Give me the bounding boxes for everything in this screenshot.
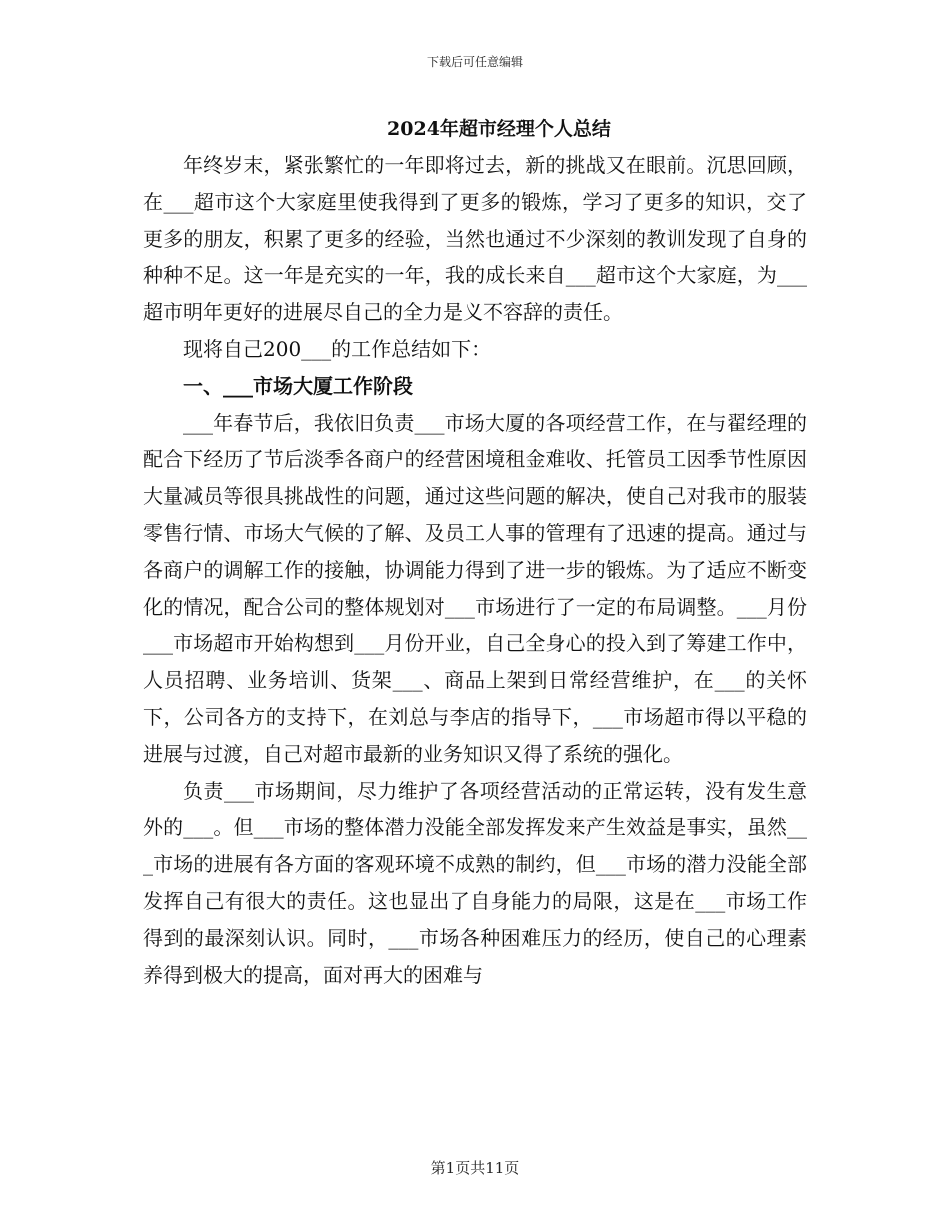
paragraph-market-period: 负责___市场期间，尽力维护了各项经营活动的正常运转，没有发生意外的___。但___市场的整体潜力没能全部发挥发来产生效益是事实，虽然___市场的进展有各方面的客观环境不成熟的制约，但___市场的潜力没能全部发挥自己有很大的责任。这也显出了自身能力的局限，这是在___市场工作得到的最深刻认识。同时，___市场各种困难压力的经历，使自己的心理素养得到极大的提高，面对再大的困难与: [143, 778, 807, 987]
document-title: 2024年超市经理个人总结: [387, 118, 611, 140]
document-body: [143, 111, 807, 993]
paragraph-summary-lead: 现将自己200___的工作总结如下：: [183, 336, 492, 361]
section-heading: 一、___市场大厦工作阶段: [183, 373, 413, 398]
paragraph-work-stage: ___年春节后，我依旧负责___市场大厦的各项经营工作，在与翟经理的配合下经历了节后淡季各商户的经营困境租金难收、托管员工因季节性原因大量减员等很具挑战性的问题，通过这些问题的解决，使自己对我市的服装零售行情、市场大气候的了解、及员工人事的管理有了迅速的提高。通过与各商户的调解工作的接触，协调能力得到了进一步的锻炼。为了适应不断变化的情况，配合公司的整体规划对___市场进行了一定的布局调整。___月份___市场超市开始构想到___月份开业，自己全身心的投入到了筹建工作中，人员招聘、业务培训、货架___、商品上架到日常经营维护，在___的关怀下，公司各方的支持下，在刘总与李店的指导下，___市场超市得以平稳的进展与过渡，自己对超市最新的业务知识又得了系统的强化。: [143, 410, 807, 766]
page-number-footer: 第1页共11页: [430, 1159, 520, 1177]
paragraph-intro: 年终岁末，紧张繁忙的一年即将过去，新的挑战又在眼前。沉思回顾，在___超市这个大家庭里使我得到了更多的锻炼，学习了更多的知识，交了更多的朋友，积累了更多的经验，当然也通过不少深刻的教训发现了自身的种种不足。这一年是充实的一年，我的成长来自___超市这个大家庭，为___超市明年更好的进展尽自己的全力是义不容辞的责任。: [143, 153, 807, 325]
page-header-note: 下载后可任意编辑: [426, 55, 523, 69]
